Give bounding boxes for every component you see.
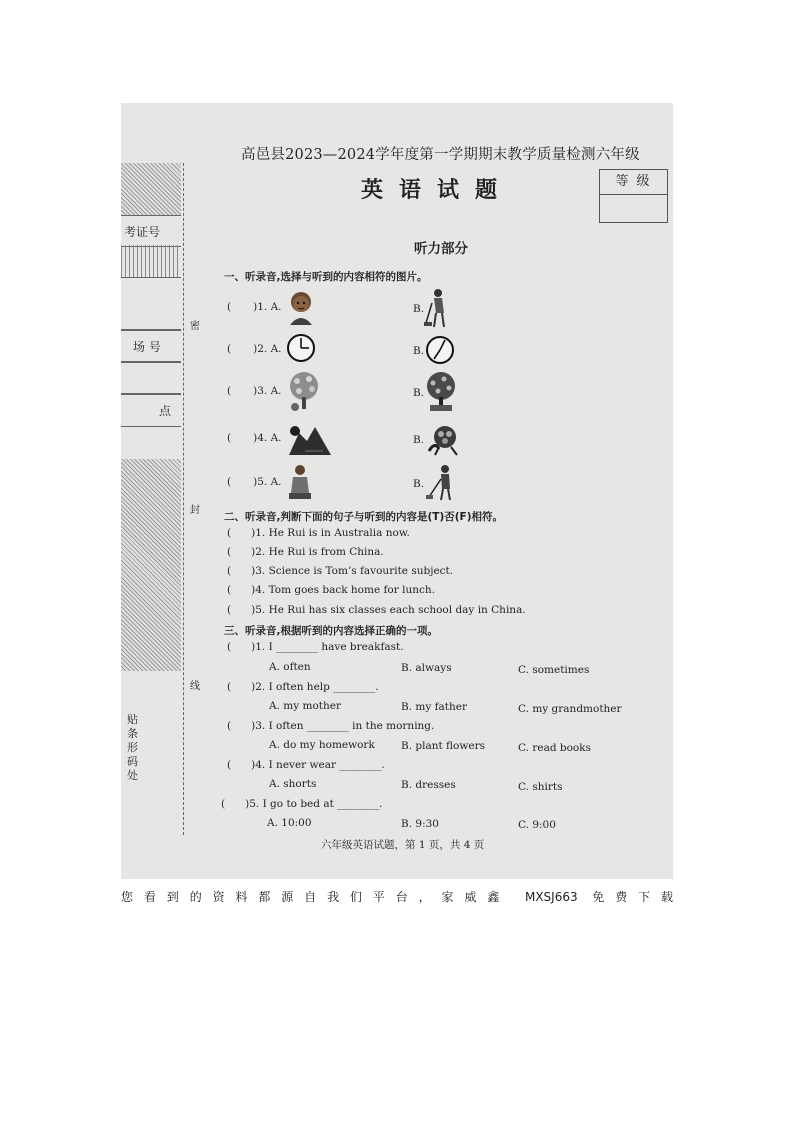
room-number-label: 场 号 [133,340,161,354]
section3-item-5-option-a: A. 10:00 [267,817,312,829]
section1-item-2: ( )2. A. [227,343,282,355]
section3-item-2-option-b: B. my father [401,701,467,713]
exam-title: 英语试题 [361,177,514,203]
section3-item-2-option-c: C. my grandmother [518,703,622,715]
page-footer: 六年级英语试题，第 1 页，共 4 页 [321,839,485,851]
section1-item-3: ( )3. A. [227,385,282,397]
section1-item-4: ( )4. A. [227,432,282,444]
section3-item-3: ( )3. I often ________ in the morning. [227,720,435,732]
section2-item-1: ( )1. He Rui is in Australia now. [227,527,410,539]
section3-item-2-option-a: A. my mother [269,700,341,712]
section3-item-5-option-c: C. 9:00 [518,819,556,831]
section3-item-1-option-a: A. often [269,661,311,673]
section3-item-1-option-b: B. always [401,662,452,674]
boy-face-icon [286,289,316,325]
section2-heading: 二、听录音,判断下面的句子与听到的内容是(T)否(F)相符。 [224,511,504,523]
tree-snow-icon [287,371,321,413]
seal-line [183,163,184,835]
download-note: 您看到的资料都源自我们平台，家威鑫 MXSJ663 免费下载 [121,890,673,904]
seal-xian: 线 [190,675,200,694]
section3-item-3-option-a: A. do my homework [269,739,375,751]
point-label: 点 [159,404,172,418]
person-vacuum-icon [425,463,455,501]
section3-item-3-option-b: B. plant flowers [401,740,485,752]
woman-sitting-icon [287,463,313,501]
school-box [121,361,181,395]
hatch-pattern-bottom [121,459,181,671]
seal-feng: 封 [190,499,200,518]
section2-item-4: ( )4. Tom goes back home for lunch. [227,584,435,596]
section3-heading: 三、听录音,根据听到的内容选择正确的一项。 [224,625,438,637]
section2-item-2: ( )2. He Rui is from China. [227,546,384,558]
section3-item-4: ( )4. I never wear ________. [227,759,385,771]
section3-item-5-option-b: B. 9:30 [401,818,439,830]
section1-item-5: ( )5. A. [227,476,282,488]
section3-item-1-option-c: C. sometimes [518,664,590,676]
grade-box [599,169,668,223]
room-number-box [121,329,181,363]
point-box [121,393,181,427]
person-sweeping-icon [424,287,454,329]
clock-three-icon [286,333,316,363]
exam-sheet: 考证号 场 号 点 贴条形码处 密 封 线 高邑县2023—2024学年度第一学期期末教学质量检测六年级 英语试题 等级 听力部分 一、听录音,选择与听到的内容相符的图片。 ( )1. A. B. ( )2. A. B. ( )3. A. B. ( )4. A. B. ( )5. A. B. 二、听录音,判断下面的句子与听到的内容是(T)否(F)相符。 ( )1. He Rui is in Australia now. ( )2. He Rui is from China. ( )3. Science is Tom’s favourite subject. ( )4. Tom goes back home for lunch. ( )5. He Rui has six classes each school day in China. 三、听录音,根据听到的内容选择正确的一项。 ( )1. I ________ have breakfast. A. often B. always C. sometimes ( )2. I often help ________. A. my mother B. my father C. my grandmother ( )3. I often ________ in the morning. A. do my homework B. plant flowers C. read books ( )4. I never wear ________. A. shorts B. dresses C. shirts ( )5. I go to bed at ________. A. 10:00 B. 9:30 C. 9:00 六年级英语试题，第 1 页，共 4 页 [121,103,673,879]
listening-heading: 听力部分 [414,241,468,257]
barcode-label: 贴条形码处 [127,713,138,782]
section3-item-2: ( )2. I often help ________. [227,681,379,693]
name-box [121,277,181,331]
exam-number-label: 考证号 [124,225,161,239]
section1-item-1: ( )1. A. [227,301,282,313]
flower-animal-icon [425,421,463,457]
exam-title-line: 高邑县2023—2024学年度第一学期期末教学质量检测六年级 [241,147,640,163]
section2-item-3: ( )3. Science is Tom’s favourite subject. [227,565,454,577]
section2-item-5: ( )5. He Rui has six classes each school day in China. [227,604,526,616]
section3-item-4-option-c: C. shirts [518,781,563,793]
section3-item-4-option-b: B. dresses [401,779,456,791]
section3-item-5: ( )5. I go to bed at ________. [221,798,383,810]
exam-number-box [121,215,181,247]
animal-bush-icon [287,421,333,457]
clock-six-icon [425,335,455,365]
section3-item-4-option-a: A. shorts [269,778,317,790]
section3-item-1: ( )1. I ________ have breakfast. [227,641,404,653]
seal-mi: 密 [190,315,200,334]
hatch-pattern-top [121,163,181,215]
exam-number-grid [121,245,181,277]
section3-item-3-option-c: C. read books [518,742,592,754]
grade-label: 等级 [600,170,667,195]
tree-fruit-icon [424,371,458,413]
section1-heading: 一、听录音,选择与听到的内容相符的图片。 [224,271,428,283]
